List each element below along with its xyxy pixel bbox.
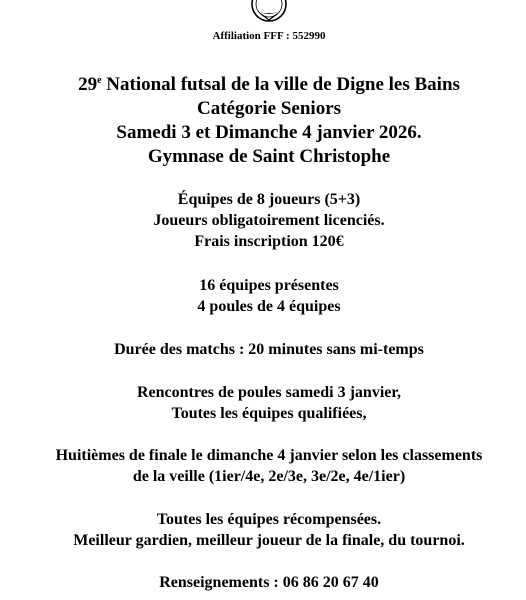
awards-line-1: Toutes les équipes récompensées. — [156, 511, 382, 528]
rules-line-3: Frais inscription 120€ — [194, 233, 344, 250]
club-emblem-icon — [249, 0, 289, 24]
title-line-3: Samedi 3 et Dimanche 4 janvier 2026. — [116, 122, 422, 143]
title-line-1-text: National futsal de la ville de Digne les Bains — [101, 74, 460, 95]
knockout-line-2: de la veille (1ier/4e, 2e/3e, 3e/2e, 4e/1ier) — [132, 468, 406, 485]
pools-line-1: Rencontres de poules samedi 3 janvier, — [137, 384, 401, 401]
pools-line-2: Toutes les équipes qualifiées, — [171, 405, 367, 422]
awards-line-2: Meilleur gardien, meilleur joueur de la finale, du tournoi. — [73, 532, 465, 549]
title-line-2: Catégorie Seniors — [196, 98, 342, 119]
affiliation-text: Affiliation FFF : 552990 — [212, 30, 326, 42]
format-line-1: 16 équipes présentes — [199, 277, 339, 294]
rules-line-1: Équipes de 8 joueurs (5+3) — [177, 191, 361, 208]
title-line-4: Gymnase de Saint Christophe — [147, 146, 391, 167]
contact-line: Renseignements : 06 86 20 67 40 — [159, 574, 379, 591]
title-line-1 — [0, 74, 526, 96]
title-ordinal: 29 — [78, 74, 98, 95]
format-line-2: 4 poules de 4 équipes — [197, 298, 341, 315]
rules-line-2: Joueurs obligatoirement licenciés. — [153, 212, 385, 229]
title-ordinal-suffix: e — [97, 75, 102, 86]
duration-line: Durée des matchs : 20 minutes sans mi-temps — [114, 341, 424, 358]
knockout-line-1: Huitièmes de finale le dimanche 4 janvier selon les classements — [55, 447, 483, 464]
